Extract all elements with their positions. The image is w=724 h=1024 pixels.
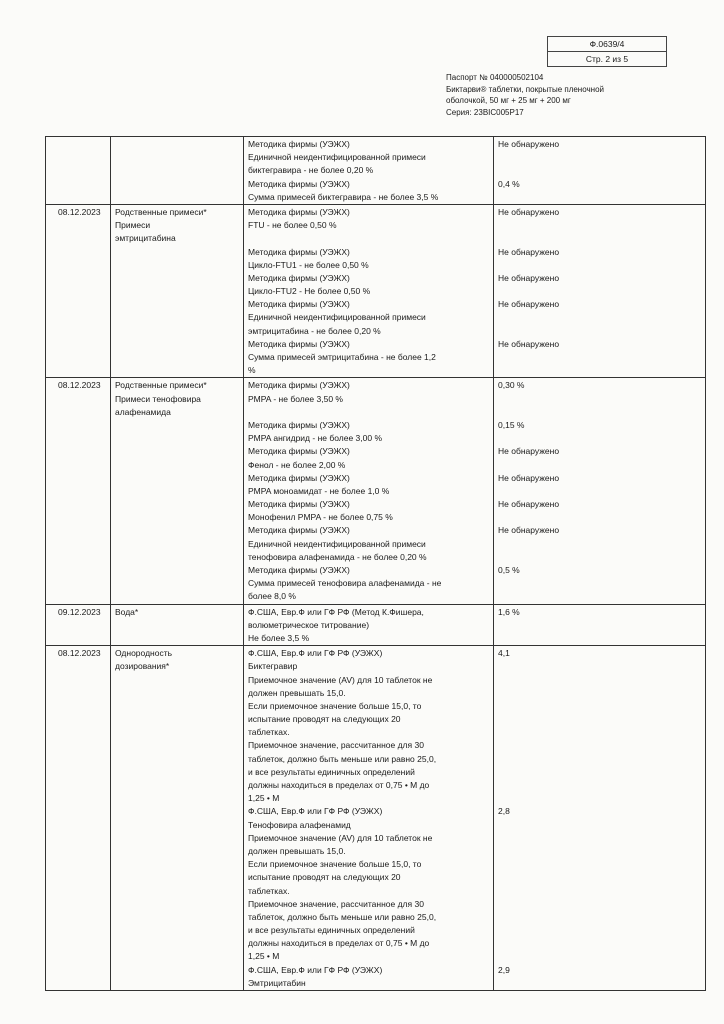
result-cell-line: Не обнаружено bbox=[498, 472, 560, 483]
result-cell-line bbox=[498, 726, 701, 739]
method-cell-line: Цикло-FTU2 - Не более 0,50 % bbox=[248, 286, 371, 297]
method-cell-line: Единичной неидентифицированной примеси bbox=[248, 312, 426, 323]
method-cell bbox=[244, 604, 494, 646]
method-cell-line: Ф.США, Евр.Ф или ГФ РФ (Метод К.Фишера, bbox=[248, 606, 424, 617]
date-cell bbox=[46, 378, 111, 604]
result-cell-line bbox=[498, 700, 701, 713]
test-name-cell-line: Родственные примеси* bbox=[115, 206, 207, 217]
result-cell-line bbox=[498, 511, 701, 524]
method-cell-line: Методика фирмы (УЭЖХ) bbox=[248, 139, 350, 149]
result-cell-line: 2,8 bbox=[498, 806, 510, 817]
method-cell-line: Не более 3,5 % bbox=[248, 632, 310, 643]
table-row bbox=[46, 137, 706, 205]
method-cell-line: PMPA моноамидат - не более 1,0 % bbox=[248, 485, 390, 496]
result-cell-line bbox=[498, 687, 701, 700]
method-cell-line: Методика фирмы (УЭЖХ) bbox=[248, 246, 350, 257]
method-cell-line: Сумма примесей эмтрицитабина - не более 1,2 bbox=[248, 352, 436, 362]
result-cell-line bbox=[498, 151, 701, 164]
method-cell-line: Методика фирмы (УЭЖХ) bbox=[248, 565, 350, 575]
method-cell-line: PMPA - не более 3,50 % bbox=[248, 393, 343, 404]
result-cell-line: Не обнаружено bbox=[498, 525, 560, 536]
method-cell-line: таблеток, должно быть меньше или равно 25,0, bbox=[248, 753, 437, 764]
table-row bbox=[46, 646, 706, 991]
method-cell-line: FTU - не более 0,50 % bbox=[248, 220, 337, 231]
method-cell-line: Методика фирмы (УЭЖХ) bbox=[248, 446, 350, 457]
result-cell bbox=[494, 137, 706, 205]
result-cell-line bbox=[498, 232, 701, 245]
date-cell-line: 09.12.2023 bbox=[58, 606, 101, 617]
result-cell-line bbox=[498, 311, 701, 324]
result-cell-line bbox=[498, 459, 701, 472]
method-cell-line: должны находиться в пределах от 0,75 • М до bbox=[248, 780, 430, 790]
result-cell bbox=[494, 204, 706, 377]
result-cell-line: Не обнаружено bbox=[498, 139, 560, 149]
result-cell-line bbox=[498, 364, 701, 377]
method-cell-line: Методика фирмы (УЭЖХ) bbox=[248, 525, 350, 536]
method-cell-line: Приемочное значение, рассчитанное для 30 bbox=[248, 740, 424, 751]
method-cell-line: Биктегравир bbox=[248, 661, 298, 672]
result-cell-line bbox=[498, 660, 701, 673]
date-cell bbox=[46, 604, 111, 646]
method-cell-line: Методика фирмы (УЭЖХ) bbox=[248, 499, 350, 510]
method-cell-line: Методика фирмы (УЭЖХ) bbox=[248, 338, 350, 349]
result-cell-line bbox=[498, 538, 701, 551]
method-cell-line: Приемочное значение (AV) для 10 таблеток не bbox=[248, 832, 433, 843]
table-row bbox=[46, 378, 706, 604]
result-cell-line: Не обнаружено bbox=[498, 299, 560, 310]
result-cell-line: 0,5 % bbox=[498, 565, 520, 575]
result-cell-line bbox=[498, 885, 701, 898]
method-cell bbox=[244, 204, 494, 377]
series-number: Серия: 23BIC005P17 bbox=[446, 107, 524, 117]
result-cell-line bbox=[498, 191, 701, 204]
test-name-cell bbox=[111, 378, 244, 604]
result-cell-line bbox=[498, 285, 701, 298]
date-cell-line: 08.12.2023 bbox=[58, 380, 101, 391]
result-cell-line bbox=[498, 577, 701, 590]
test-name-cell bbox=[111, 604, 244, 646]
method-cell-line: волюметрическое титрование) bbox=[248, 619, 370, 630]
test-name-cell-line: Примеси тенофовира bbox=[115, 393, 201, 404]
result-cell-line bbox=[498, 924, 701, 937]
method-cell-line: Сумма примесей биктегравира - не более 3,5 % bbox=[248, 191, 439, 202]
result-cell-line bbox=[498, 713, 701, 726]
result-cell-line: 0,30 % bbox=[498, 380, 525, 391]
passport-block bbox=[446, 72, 696, 118]
result-cell-line: 0,15 % bbox=[498, 419, 525, 430]
method-cell-line: Ф.США, Евр.Ф или ГФ РФ (УЭЖХ) bbox=[248, 964, 383, 975]
method-cell-line: Ф.США, Евр.Ф или ГФ РФ (УЭЖХ) bbox=[248, 806, 383, 817]
method-cell-line: и все результаты единичных определений bbox=[248, 766, 415, 777]
method-cell-line: Методика фирмы (УЭЖХ) bbox=[248, 472, 350, 483]
test-name-cell-line: Родственные примеси* bbox=[115, 380, 207, 391]
method-cell-line: Если приемочное значение больше 15,0, то bbox=[248, 859, 422, 870]
result-cell-line bbox=[498, 219, 701, 232]
result-cell-line bbox=[498, 351, 701, 364]
method-cell-line: PMPA ангидрид - не более 3,00 % bbox=[248, 433, 382, 444]
result-cell-line bbox=[498, 950, 701, 963]
result-cell-line: Не обнаружено bbox=[498, 206, 560, 217]
result-cell-line: Не обнаружено bbox=[498, 446, 560, 457]
result-cell-line bbox=[498, 619, 701, 632]
test-name-cell bbox=[111, 137, 244, 205]
result-cell-line bbox=[498, 485, 701, 498]
method-cell-line: Методика фирмы (УЭЖХ) bbox=[248, 380, 350, 391]
result-cell-line bbox=[498, 898, 701, 911]
method-cell-line: более 8,0 % bbox=[248, 591, 296, 602]
result-cell-line: Не обнаружено bbox=[498, 272, 560, 283]
product-name-line1: Биктарви® таблетки, покрытые пленочной bbox=[446, 84, 605, 94]
passport-number: Паспорт № 040000502104 bbox=[446, 73, 544, 82]
result-cell-line bbox=[498, 632, 701, 645]
result-cell-line bbox=[498, 325, 701, 338]
method-cell-line: % bbox=[248, 365, 256, 376]
result-cell-line bbox=[498, 551, 701, 564]
form-code-box bbox=[547, 36, 667, 67]
result-cell-line bbox=[498, 911, 701, 924]
date-cell bbox=[46, 137, 111, 205]
result-cell-line bbox=[498, 164, 701, 177]
result-cell-line bbox=[498, 871, 701, 884]
result-cell-line bbox=[498, 739, 701, 752]
result-cell-line bbox=[498, 432, 701, 445]
method-cell-line: и все результаты единичных определений bbox=[248, 925, 415, 936]
method-cell-line: Методика фирмы (УЭЖХ) bbox=[248, 272, 350, 283]
method-cell-line: испытание проводят на следующих 20 bbox=[248, 872, 401, 883]
result-cell-line bbox=[498, 393, 701, 406]
method-cell-line bbox=[248, 232, 489, 245]
result-cell-line bbox=[498, 590, 701, 603]
test-name-cell bbox=[111, 646, 244, 991]
method-cell-line: должны находиться в пределах от 0,75 • М до bbox=[248, 938, 430, 949]
method-cell-line: тенофовира алафенамида - не более 0,20 % bbox=[248, 551, 427, 562]
result-cell-line bbox=[498, 753, 701, 766]
form-code: Ф.0639/4 bbox=[589, 39, 625, 49]
result-cell-line bbox=[498, 819, 701, 832]
result-cell-line bbox=[498, 792, 701, 805]
method-cell-line: 1,25 • М bbox=[248, 951, 280, 962]
method-cell-line: Единичной неидентифицированной примеси bbox=[248, 152, 426, 163]
result-cell-line: Не обнаружено bbox=[498, 499, 560, 510]
method-cell-line: Приемочное значение (AV) для 10 таблеток не bbox=[248, 674, 433, 685]
test-name-cell-line: алафенамида bbox=[115, 406, 171, 417]
product-name-line2: оболочкой, 50 мг + 25 мг + 200 мг bbox=[446, 96, 571, 105]
method-cell-line: Эмтрицитабин bbox=[248, 977, 306, 988]
result-cell-line: Не обнаружено bbox=[498, 338, 560, 349]
method-cell-line: Тенофовира алафенамид bbox=[248, 819, 351, 830]
result-cell-line bbox=[498, 937, 701, 950]
method-cell-line: эмтрицитабина - не более 0,20 % bbox=[248, 325, 381, 336]
test-results-table bbox=[45, 136, 706, 991]
method-cell bbox=[244, 378, 494, 604]
method-cell-line: Методика фирмы (УЭЖХ) bbox=[248, 206, 350, 217]
method-cell-line: Ф.США, Евр.Ф или ГФ РФ (УЭЖХ) bbox=[248, 648, 383, 659]
result-cell-line: 4,1 bbox=[498, 648, 510, 659]
method-cell-line: таблетках. bbox=[248, 885, 290, 896]
result-cell-line: 2,9 bbox=[498, 964, 510, 975]
result-cell-line bbox=[498, 845, 701, 858]
method-cell-line: испытание проводят на следующих 20 bbox=[248, 714, 401, 725]
result-cell bbox=[494, 378, 706, 604]
method-cell-line: Фенол - не более 2,00 % bbox=[248, 459, 346, 470]
method-cell-line: Сумма примесей тенофовира алафенамида - не bbox=[248, 578, 442, 589]
method-cell-line: Единичной неидентифицированной примеси bbox=[248, 538, 426, 549]
method-cell-line: таблеток, должно быть меньше или равно 25,0, bbox=[248, 911, 437, 922]
result-cell-line bbox=[498, 259, 701, 272]
date-cell bbox=[46, 204, 111, 377]
method-cell-line: Методика фирмы (УЭЖХ) bbox=[248, 178, 350, 189]
method-cell-line: Монофенил PMPA - не более 0,75 % bbox=[248, 512, 393, 523]
method-cell-line: Методика фирмы (УЭЖХ) bbox=[248, 299, 350, 310]
date-cell-line: 08.12.2023 bbox=[58, 648, 101, 659]
method-cell-line bbox=[248, 406, 489, 419]
result-cell-line bbox=[498, 779, 701, 792]
result-cell-line bbox=[498, 406, 701, 419]
test-name-cell-line: эмтрицитабина bbox=[115, 233, 176, 244]
result-cell bbox=[494, 604, 706, 646]
table-row bbox=[46, 204, 706, 377]
method-cell-line: Если приемочное значение больше 15,0, то bbox=[248, 700, 422, 711]
method-cell-line: Приемочное значение, рассчитанное для 30 bbox=[248, 898, 424, 909]
result-cell-line: Не обнаружено bbox=[498, 246, 560, 257]
test-name-cell bbox=[111, 204, 244, 377]
result-cell bbox=[494, 646, 706, 991]
result-cell-line bbox=[498, 832, 701, 845]
test-name-cell-line: дозирования* bbox=[115, 661, 170, 672]
test-name-cell-line: Вода* bbox=[115, 606, 139, 617]
result-cell-line bbox=[498, 858, 701, 871]
result-cell-line bbox=[498, 977, 701, 990]
method-cell-line: должен превышать 15,0. bbox=[248, 687, 346, 698]
date-cell-line: 08.12.2023 bbox=[58, 206, 101, 217]
result-cell-line bbox=[498, 766, 701, 779]
method-cell-line: Методика фирмы (УЭЖХ) bbox=[248, 419, 350, 430]
result-cell-line: 0,4 % bbox=[498, 178, 520, 189]
test-name-cell-line: Примеси bbox=[115, 220, 151, 231]
method-cell-line: биктегравира - не более 0,20 % bbox=[248, 165, 374, 176]
method-cell-line: Цикло-FTU1 - не более 0,50 % bbox=[248, 259, 369, 270]
date-cell bbox=[46, 646, 111, 991]
result-cell-line: 1,6 % bbox=[498, 606, 520, 617]
method-cell bbox=[244, 137, 494, 205]
test-name-cell-line: Однородность bbox=[115, 648, 173, 659]
method-cell bbox=[244, 646, 494, 991]
method-cell-line: должен превышать 15,0. bbox=[248, 845, 346, 856]
result-cell-line bbox=[498, 674, 701, 687]
page-number: Стр. 2 из 5 bbox=[548, 51, 666, 66]
method-cell-line: таблетках. bbox=[248, 727, 290, 738]
table-row bbox=[46, 604, 706, 646]
method-cell-line: 1,25 • М bbox=[248, 793, 280, 804]
